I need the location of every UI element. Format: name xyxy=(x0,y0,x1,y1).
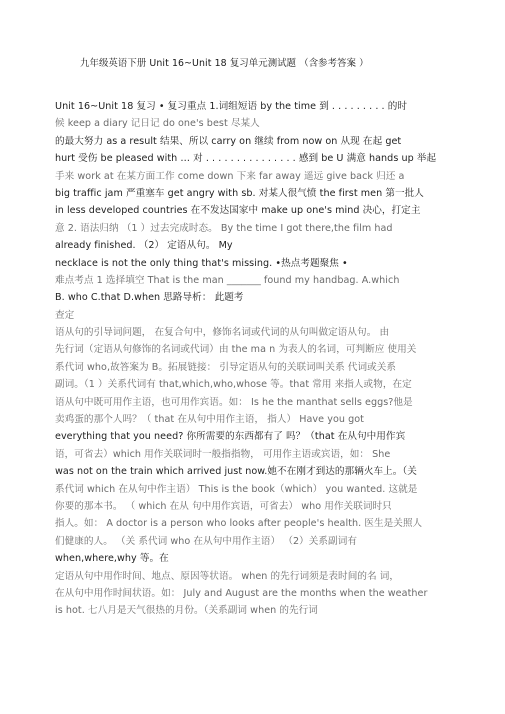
body-text-line: big traffic jam 严重塞车 get angry with sb. 对某人很气愤 the first men 第一批人 xyxy=(55,187,424,199)
body-text-line: 们健康的人。 （关 系代词 who 在从句中用作主语） （2）关系副词有 xyxy=(55,535,357,547)
body-text-line: was not on the train which arrived just now.她不在刚才到达的那辆火车上。（关 xyxy=(55,466,417,478)
body-text-line: 先行词（定语从句修饰的名词或代词）由 the ma n 为表人的名词，可判断应 使用关 xyxy=(55,344,417,356)
body-text-line: 在从句中用作时间状语。如： July and August are the months when the weather xyxy=(55,587,428,599)
body-text-line: 难点考点 1 选择填空 That is the man _______ found my handbag. A.which xyxy=(55,274,400,286)
body-text-line: 语，可省去）which 用作关联词时一般指指物， 可用作主语或宾语，如： She xyxy=(55,448,391,460)
body-text-line: 手来 work at 在某方面工作 come down 下来 far away 遥远 give back 归还 a xyxy=(55,170,405,182)
body-text-line: 系代词 who,故答案为 B。拓展链接： 引导定语从句的关联词叫关系 代词或关系 xyxy=(55,361,397,373)
body-text-line: 系代词 which 在从句中作主语） This is the book（which） you wanted. 这就是 xyxy=(55,483,418,495)
body-text-line: in less developed countries 在不发达国家中 make up one's mind 决心，打定主 xyxy=(55,205,421,217)
body-text-line: 你要的那本书。 （ which 在从 句中用作宾语，可省去） who 用作关联词时只 xyxy=(55,500,392,512)
document-title: 九年级英语下册 Unit 16~Unit 18 复习单元测试题 （含参考答案 ） xyxy=(80,58,369,69)
body-text-line: B. who C.that D.when 思路导析： 此题考 xyxy=(55,292,244,304)
body-text-line: Unit 16~Unit 18 复习 • 复习重点 1.词组短语 by the time 到 . . . . . . . . . 的时 xyxy=(55,101,408,112)
body-text-line: 意 2. 语法归纳 （1 ）过去完成时态。 By the time I got there,the film had xyxy=(55,222,393,234)
body-text-line: necklace is not the only thing that's missing. •热点考题聚焦 • xyxy=(55,257,348,269)
body-text-line: is hot. 七八月是天气很热的月份。（关系副词 when 的先行词 xyxy=(55,605,318,617)
body-text-line: already finished. （2） 定语从句。 My xyxy=(55,240,233,252)
body-text-line: 查定 xyxy=(55,309,75,321)
body-text-line: 卖鸡蛋的那个人吗？（ that 在从句中用作主语， 指人） Have you got xyxy=(55,414,364,426)
body-text-line: 语从句中既可用作主语，也可用作宾语。如： Is he the manthat sells eggs?他是 xyxy=(55,396,413,408)
body-text-line: everything that you need? 你所需要的东西都有了 吗？（that 在从句中用作宾 xyxy=(55,431,406,443)
body-text-line: when,where,why 等。在 xyxy=(55,553,169,565)
body-text-line: 定语从句中用作时间、地点、原因等状语。 when 的先行词须是表时间的名 词， xyxy=(55,570,400,582)
body-text-line: 语从句的引导词问题， 在复合句中，修饰名词或代词的从句叫做定语从句。 由 xyxy=(55,327,390,339)
body-text-line: hurt 受伤 be pleased with … 对 . . . . . . . . . . . . . . . 感到 be U 满意 hands up 举起 xyxy=(55,153,437,165)
document-body xyxy=(55,98,465,620)
body-text-line: 指人。如： A doctor is a person who looks after people's health. 医生是关照人 xyxy=(55,518,423,530)
body-text-line: 副词。（1 ）关系代词有 that,which,who,whose 等。that 常用 来指人或物，在定 xyxy=(55,379,412,391)
body-text-line: 候 keep a diary 记日记 do one's best 尽某人 xyxy=(55,118,260,130)
body-text-line: 的最大努力 as a result 结果、所以 carry on 继续 from now on 从现 在起 get xyxy=(55,135,402,147)
